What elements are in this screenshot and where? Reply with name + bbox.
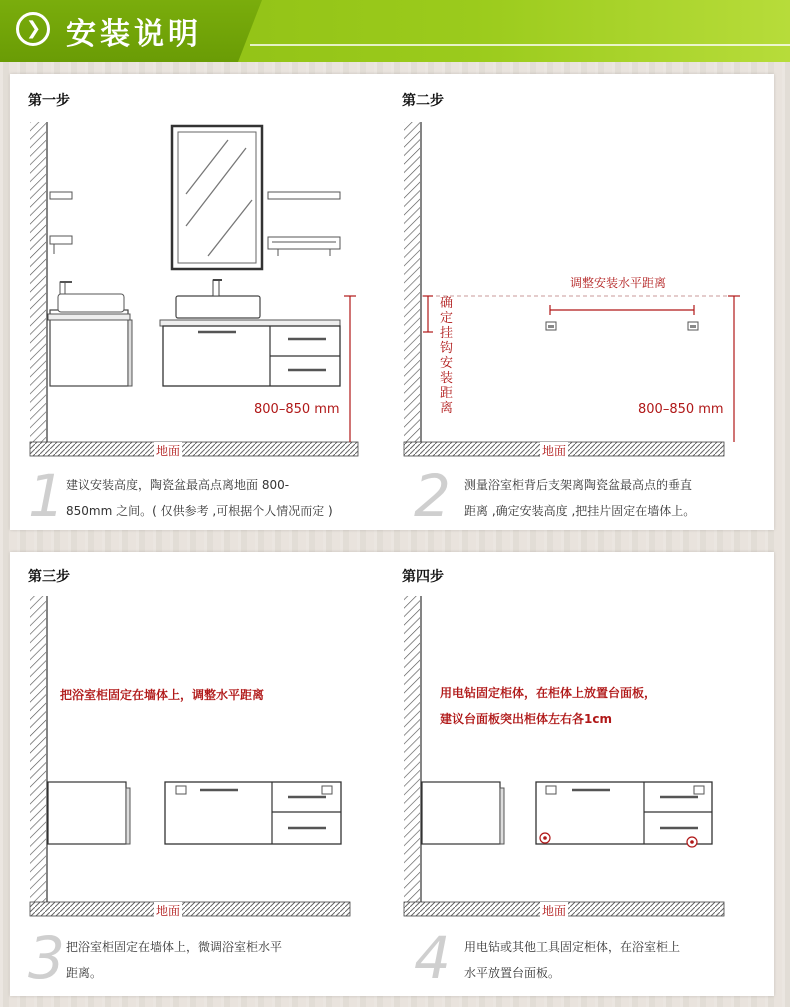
- step4-side-cabinet: [422, 782, 500, 844]
- step2-ground-label: 地面: [542, 444, 567, 458]
- step3-main-cabinet: [165, 782, 341, 844]
- steps-1-2-drawing: [10, 74, 774, 530]
- panel-steps-1-2: [10, 74, 774, 530]
- step4-main-cabinet: [536, 782, 712, 844]
- step1-wall: [30, 122, 46, 442]
- step1-description-line2: 850mm 之间。( 仅供参考 ,可根据个人情况而定 ): [66, 504, 333, 518]
- step2-horizontal-label: 调整安装水平距离: [570, 276, 667, 290]
- step1-ground-label: 地面: [156, 444, 181, 458]
- step3-title: 第三步: [28, 569, 70, 585]
- step3-ground-label: 地面: [156, 904, 181, 918]
- header-bar: [0, 0, 790, 62]
- step4-note-line2: 建议台面板突出柜体左右各1cm: [440, 712, 612, 726]
- step1-floor: [30, 442, 358, 456]
- step1-description: [66, 472, 366, 524]
- step1-basin: [176, 296, 260, 318]
- step4-note-line1: 用电钻固定柜体，在柜体上放置台面板，: [440, 686, 657, 700]
- step4-title: 第四步: [402, 569, 444, 585]
- step3-side-cabinet: [48, 782, 126, 844]
- step2-title: 第二步: [402, 93, 444, 109]
- step1-shelf-upper: [268, 192, 340, 199]
- step3-description-line2: 距离。: [66, 966, 103, 980]
- step3-number: 3: [28, 924, 65, 992]
- step4-note: [440, 680, 656, 732]
- step2-description-line1: 测量浴室柜背后支架离陶瓷盆最高点的垂直: [464, 478, 693, 492]
- step1-shelf-lower: [268, 237, 340, 249]
- step3-wall: [30, 596, 46, 902]
- step4-wall: [404, 596, 420, 902]
- step2-number: 2: [414, 462, 451, 530]
- step2-vertical-label: 确定挂钩安装距离: [440, 296, 454, 416]
- step4-description-line1: 用电钻或其他工具固定柜体，在浴室柜上: [464, 940, 681, 954]
- step1-description-line1: 建议安装高度，陶瓷盆最高点离地面 800-: [66, 478, 290, 492]
- chevron-right-icon: ❯: [16, 12, 50, 46]
- header-divider: [250, 44, 790, 46]
- step4-ground-label: 地面: [542, 904, 567, 918]
- step2-wall: [404, 122, 420, 442]
- step1-number: 1: [28, 462, 65, 530]
- step3-floor: [30, 902, 350, 916]
- step1-side-cabinet: [50, 310, 128, 386]
- page-title: 安装说明: [66, 17, 202, 52]
- step3-note: 把浴室柜固定在墙体上，调整水平距离: [60, 688, 265, 702]
- step4-number: 4: [414, 924, 451, 992]
- step2-height-label: 800–850 mm: [638, 402, 724, 417]
- step3-description-line1: 把浴室柜固定在墙体上，微调浴室柜水平: [66, 940, 283, 954]
- step4-description-line2: 水平放置台面板。: [464, 966, 561, 980]
- step3-description: [66, 934, 366, 986]
- step1-title: 第一步: [28, 93, 70, 109]
- step2-description-line2: 距离 ,确定安装高度 ,把挂片固定在墙体上。: [464, 504, 696, 518]
- step4-description: [464, 934, 764, 986]
- panel-steps-3-4: [10, 552, 774, 996]
- step2-description: [464, 472, 764, 524]
- step1-height-label: 800–850 mm: [254, 402, 340, 417]
- steps-3-4-drawing: [10, 552, 774, 996]
